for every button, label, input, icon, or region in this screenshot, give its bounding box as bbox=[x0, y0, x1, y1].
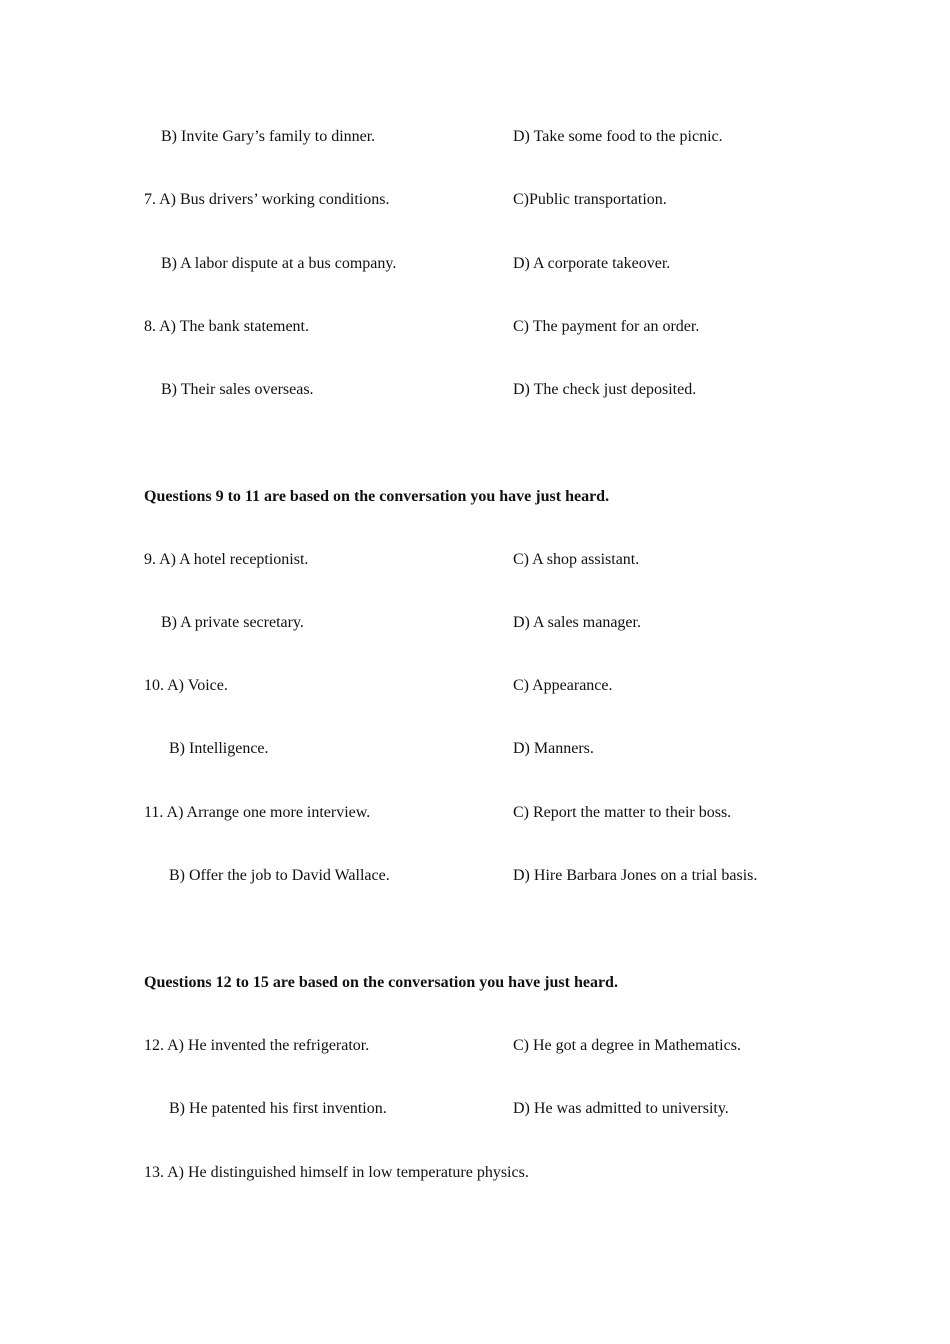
q11-option-c: C) Report the matter to their boss. bbox=[513, 804, 732, 821]
q8-option-c: C) The payment for an order. bbox=[513, 318, 700, 335]
q11-option-a: 11. A) Arrange one more interview. bbox=[144, 804, 371, 821]
q8-option-b: B) Their sales overseas. bbox=[161, 381, 314, 398]
q6-option-b: B) Invite Gary’s family to dinner. bbox=[161, 128, 376, 145]
q12-option-d: D) He was admitted to university. bbox=[513, 1100, 729, 1117]
q10-option-b: B) Intelligence. bbox=[169, 740, 269, 757]
q7-option-a: 7. A) Bus drivers’ working conditions. bbox=[144, 191, 390, 208]
q9-option-d: D) A sales manager. bbox=[513, 614, 641, 631]
q7-option-d: D) A corporate takeover. bbox=[513, 255, 671, 272]
q11-option-b: B) Offer the job to David Wallace. bbox=[169, 867, 390, 884]
q12-option-a: 12. A) He invented the refrigerator. bbox=[144, 1037, 370, 1054]
q10-option-a: 10. A) Voice. bbox=[144, 677, 228, 694]
q9-option-a: 9. A) A hotel receptionist. bbox=[144, 551, 309, 568]
q8-option-d: D) The check just deposited. bbox=[513, 381, 697, 398]
q9-option-b: B) A private secretary. bbox=[161, 614, 304, 631]
q10-option-c: C) Appearance. bbox=[513, 677, 613, 694]
q12-option-b: B) He patented his first invention. bbox=[169, 1100, 387, 1117]
section-heading-9-11: Questions 9 to 11 are based on the conversation you have just heard. bbox=[144, 488, 610, 505]
q6-option-d: D) Take some food to the picnic. bbox=[513, 128, 723, 145]
q8-option-a: 8. A) The bank statement. bbox=[144, 318, 309, 335]
q9-option-c: C) A shop assistant. bbox=[513, 551, 640, 568]
q7-option-b: B) A labor dispute at a bus company. bbox=[161, 255, 397, 272]
q13-option-a: 13. A) He distinguished himself in low temperature physics. bbox=[144, 1164, 529, 1181]
q10-option-d: D) Manners. bbox=[513, 740, 594, 757]
q11-option-d: D) Hire Barbara Jones on a trial basis. bbox=[513, 867, 758, 884]
q12-option-c: C) He got a degree in Mathematics. bbox=[513, 1037, 741, 1054]
q7-option-c: C)Public transportation. bbox=[513, 191, 667, 208]
section-heading-12-15: Questions 12 to 15 are based on the conversation you have just heard. bbox=[144, 974, 618, 991]
